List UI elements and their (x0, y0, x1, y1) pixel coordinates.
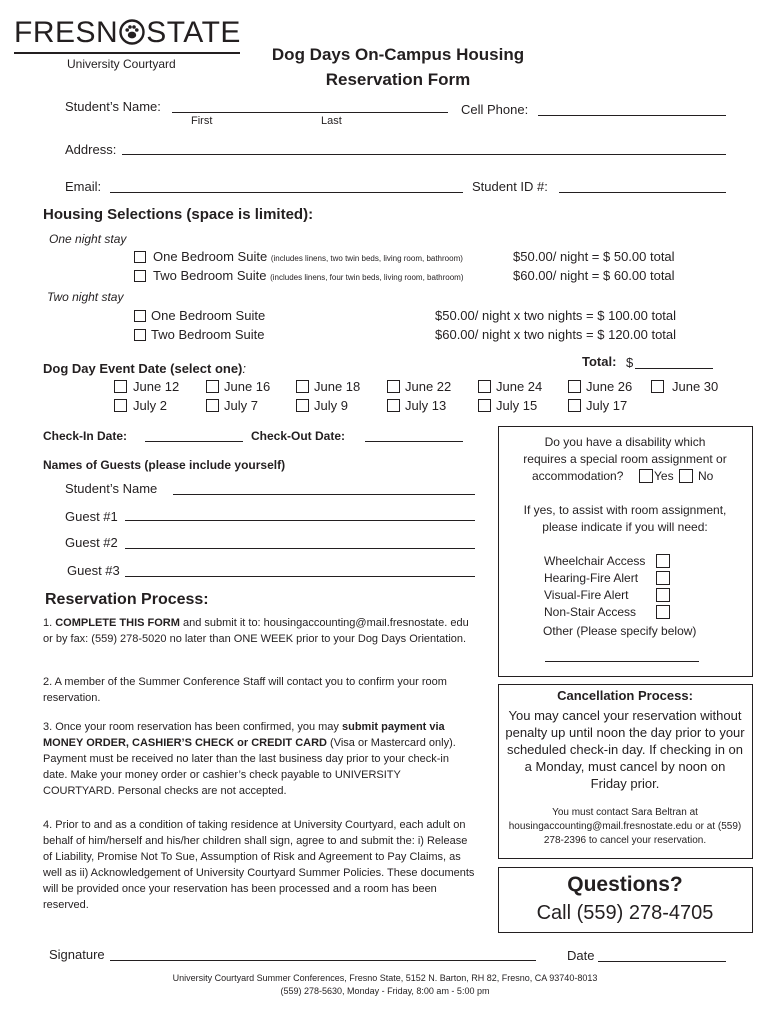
questions-panel (498, 867, 753, 933)
room-name: One Bedroom Suite (153, 249, 268, 264)
footer-address: University Courtyard Summer Conferences, Fresno State, 5152 N. Barton, RH 82, Fresno, CA 93740-8013 (172, 973, 598, 983)
guest-row-label: Student’s Name (65, 481, 158, 496)
date-label-june-26: June 26 (586, 379, 633, 394)
student-name-field[interactable] (172, 112, 448, 113)
logo-wordmark (14, 16, 241, 50)
cancellation-panel (498, 684, 753, 859)
date-label-july-13: July 13 (405, 398, 447, 413)
cell-phone-label: Cell Phone: (461, 102, 529, 117)
process-step-3 (43, 719, 473, 799)
option-hearing-checkbox[interactable] (656, 571, 670, 585)
form-title-line2: Reservation Form (325, 70, 471, 89)
assist-line2: please indicate if you will need: (542, 520, 708, 534)
signature-label: Signature (49, 947, 105, 962)
one-night-one-bedroom-price: $50.00/ night = $ 50.00 total (513, 249, 675, 264)
last-name-caption: Last (321, 115, 342, 127)
guests-heading: Names of Guests (please include yourself) (43, 458, 286, 472)
option-hearing-label: Hearing-Fire Alert (544, 571, 639, 585)
guest-3-field[interactable] (125, 576, 475, 577)
one-night-one-bedroom-checkbox[interactable] (134, 251, 146, 263)
step3-rest: (Visa or Mastercard only). Payment must be received no later than the last business day prior to your check-in date. Make your money order or cashier’s check payable to UNIVERSITY COURTYARD. Personal checks are not accepted. (43, 737, 456, 797)
option-nonstair-label: Non-Stair Access (544, 605, 637, 619)
cancellation-contact: You must contact Sara Beltran at housingaccounting@mail.fresnostate.edu or at (559) 278-2396 to cancel your reservation. (508, 807, 742, 846)
signature-field[interactable] (110, 960, 536, 961)
disability-question-line3: accommodation? (532, 469, 624, 483)
option-wheelchair-label: Wheelchair Access (544, 554, 646, 568)
room-name: Two Bedroom Suite (153, 268, 267, 283)
option-visual-label: Visual-Fire Alert (544, 588, 629, 602)
date-label-july-17: July 17 (586, 398, 628, 413)
student-id-label: Student ID #: (472, 179, 548, 194)
date-checkbox-june-12[interactable] (114, 380, 127, 393)
date-checkbox-july-7[interactable] (206, 399, 219, 412)
date-label-july-9: July 9 (314, 398, 348, 413)
disability-question-line1: Do you have a disability which (544, 435, 706, 449)
guest-row-label: Guest #3 (67, 563, 120, 578)
total-currency: $ (626, 355, 634, 370)
process-step-2: 2. A member of the Summer Conference Staff will contact you to confirm your room reservation. (43, 676, 447, 704)
two-night-one-bedroom-checkbox[interactable] (134, 310, 146, 322)
date-label-june-18: June 18 (314, 379, 361, 394)
room-note: (includes linens, four twin beds, living room, bathroom) (270, 273, 464, 282)
form-title-line1: Dog Days On-Campus Housing (271, 45, 525, 64)
option-wheelchair-checkbox[interactable] (656, 554, 670, 568)
guest-student-name-field[interactable] (173, 494, 475, 495)
disability-no-label: No (698, 469, 714, 483)
two-night-one-bedroom: One Bedroom Suite (151, 308, 266, 323)
total-field[interactable] (635, 368, 713, 369)
address-field[interactable] (122, 154, 726, 155)
form-title (250, 42, 546, 92)
guest-row-label: Guest #1 (65, 509, 118, 524)
one-night-two-bedroom-price: $60.00/ night = $ 60.00 total (513, 268, 675, 283)
option-other-field[interactable] (545, 661, 699, 662)
date-checkbox-june-18[interactable] (296, 380, 309, 393)
assist-line1: If yes, to assist with room assignment, (523, 503, 727, 517)
student-id-field[interactable] (559, 192, 726, 193)
date-checkbox-july-17[interactable] (568, 399, 581, 412)
step1-rest: and submit it to: housingaccounting@mail.fresnostate. edu or by fax: (559) 278-5020 no later than ONE WEEK prior to your Dog Days Orientation. (43, 617, 469, 645)
date-checkbox-june-22[interactable] (387, 380, 400, 393)
two-night-one-bedroom-price: $50.00/ night x two nights = $ 100.00 total (435, 308, 677, 323)
footer-hours: (559) 278-5630, Monday - Friday, 8:00 am - 5:00 pm (280, 986, 490, 996)
email-field[interactable] (110, 192, 463, 193)
logo-rule (14, 52, 240, 54)
date-label-june-16: June 16 (224, 379, 271, 394)
step3-bold: submit payment via MONEY ORDER, CASHIER’S CHECK or CREDIT CARD (43, 721, 445, 749)
cell-phone-field[interactable] (538, 115, 726, 116)
step3-prefix: 3. Once your room reservation has been confirmed, you may (43, 721, 342, 733)
date-label-july-2: July 2 (133, 398, 167, 413)
disability-yes-checkbox[interactable] (639, 469, 653, 483)
date-label-june-24: June 24 (496, 379, 543, 394)
event-date-heading-text: Dog Day Event Date (select one) (43, 361, 243, 376)
one-night-two-bedroom (153, 268, 464, 283)
total-label: Total: (582, 354, 617, 369)
option-other-label: Other (Please specify below) (543, 624, 697, 638)
logo-subtitle: University Courtyard (67, 57, 176, 71)
event-date-heading-colon: : (242, 361, 247, 376)
signature-date-field[interactable] (598, 961, 726, 962)
date-checkbox-july-13[interactable] (387, 399, 400, 412)
email-label: Email: (65, 179, 102, 194)
disability-question-line2: requires a special room assignment or (523, 452, 727, 466)
questions-phone[interactable]: Call (559) 278-4705 (536, 902, 714, 924)
two-night-two-bedroom-checkbox[interactable] (134, 329, 146, 341)
first-name-caption: First (191, 115, 213, 127)
logo-text-right: STATE (146, 16, 241, 49)
guest-row-label: Guest #2 (65, 535, 118, 550)
option-nonstair-checkbox[interactable] (656, 605, 670, 619)
one-night-two-bedroom-checkbox[interactable] (134, 270, 146, 282)
date-label-july-7: July 7 (224, 398, 258, 413)
cancellation-heading: Cancellation Process: (557, 688, 693, 703)
guest-1-field[interactable] (125, 520, 475, 521)
option-visual-checkbox[interactable] (656, 588, 670, 602)
date-checkbox-june-26[interactable] (568, 380, 581, 393)
date-checkbox-july-9[interactable] (296, 399, 309, 412)
date-label-july-15: July 15 (496, 398, 538, 413)
paw-icon (119, 19, 145, 45)
event-date-heading (43, 361, 246, 376)
date-checkbox-june-30[interactable] (651, 380, 664, 393)
date-checkbox-june-24[interactable] (478, 380, 491, 393)
two-night-label: Two night stay (47, 290, 124, 304)
date-checkbox-june-16[interactable] (206, 380, 219, 393)
process-step-1 (43, 615, 476, 647)
student-name-label: Student’s Name: (65, 99, 161, 114)
check-in-field[interactable] (145, 441, 243, 442)
disability-no-checkbox[interactable] (679, 469, 693, 483)
disability-panel (498, 426, 753, 677)
guest-2-field[interactable] (125, 548, 475, 549)
address-label: Address: (65, 142, 117, 157)
one-night-label: One night stay (49, 232, 127, 246)
step1-prefix: 1. (43, 617, 56, 629)
questions-heading: Questions? (567, 873, 683, 896)
room-note: (includes linens, two twin beds, living room, bathroom) (270, 254, 463, 263)
step1-bold: COMPLETE THIS FORM (55, 617, 180, 629)
disability-yes-label: Yes (654, 469, 674, 483)
date-label: Date (567, 948, 595, 963)
check-out-field[interactable] (365, 441, 463, 442)
two-night-two-bedroom-price: $60.00/ night x two nights = $ 120.00 total (435, 327, 677, 342)
date-label-june-12: June 12 (133, 379, 180, 394)
housing-heading: Housing Selections (space is limited): (43, 206, 314, 223)
logo-text-left: FRESN (14, 16, 119, 49)
date-checkbox-july-15[interactable] (478, 399, 491, 412)
date-label-june-22: June 22 (405, 379, 452, 394)
check-out-label: Check-Out Date: (251, 429, 346, 443)
reservation-process-heading: Reservation Process: (45, 591, 209, 608)
cancellation-body: You may cancel your reservation without penalty up until noon the day prior to your scheduled check-in day. If checking in on a Monday, must cancel by noon on Friday prior. (505, 708, 745, 791)
two-night-two-bedroom: Two Bedroom Suite (151, 327, 265, 342)
date-checkbox-july-2[interactable] (114, 399, 127, 412)
date-label-june-30: June 30 (672, 379, 719, 394)
one-night-one-bedroom (153, 249, 463, 264)
process-step-4: 4. Prior to and as a condition of taking residence at University Courtyard, each adult on behalf of him/herself and his/her children shall sign, agree to and submit the: i) Release of Liability, Promise Not To Sue, Assumption of Risk and Agreement to Pay Claims, as well as ii) Acknowledgement of University Courtyard Summer Policies. These documents will be provided once your reservation has been processed and a room has been reserved. (43, 819, 475, 911)
check-in-label: Check-In Date: (43, 429, 128, 443)
